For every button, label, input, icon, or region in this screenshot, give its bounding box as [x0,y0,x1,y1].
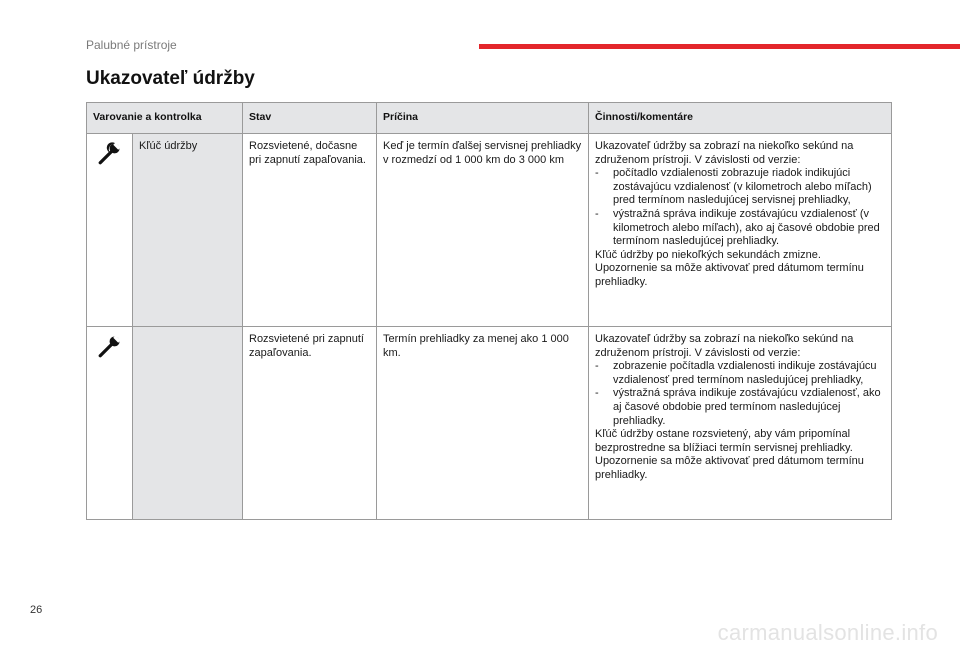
wrench-icon [97,333,123,359]
comment-intro: Ukazovateľ údržby sa zobrazí na niekoľko sekúnd na združenom prístroji. V závislosti od verzie: [595,333,854,359]
comment-list [595,360,885,428]
column-header-comments: Činnosti/komentáre [589,103,892,134]
indicator-icon-cell [87,327,133,520]
list-item: - zobrazenie počítadla vzdialenosti indikuje zostávajúcu vzdialenosť pred termínom nasledujúcej prehliadky, [595,360,885,387]
column-header-cause: Príčina [377,103,589,134]
column-header-warning: Varovanie a kontrolka [87,103,243,134]
list-item: - výstražná správa indikuje zostávajúcu vzdialenosť (v kilometroch alebo míľach), ako aj časové obdobie pred termínom nasledujúcej prehliadky. [595,208,885,249]
maintenance-table [86,102,892,520]
cause-cell: Termín prehliadky za menej ako 1 000 km. [377,327,589,520]
watermark: carmanualsonline.info [717,620,938,645]
comment-intro: Ukazovateľ údržby sa zobrazí na niekoľko sekúnd na združenom prístroji. V závislosti od verzie: [595,140,854,166]
comment-note: Kľúč údržby po niekoľkých sekundách zmizne. [595,248,821,261]
list-item: - výstražná správa indikuje zostávajúcu vzdialenosť, ako aj časové obdobie pred termínom nasledujúcej prehliadky. [595,387,885,428]
table-row [87,327,892,520]
indicator-icon-cell [87,134,133,327]
indicator-name [133,327,243,520]
comment-note: Upozornenie sa môže aktivovať pred dátumom termínu prehliadky. [595,262,864,288]
list-item: - počítadlo vzdialenosti zobrazuje riadok indikujúci zostávajúcu vzdialenosť (v kilometroch alebo míľach) pred termínom nasledujúcej servisnej prehliadky, [595,167,885,208]
state-cell: Rozsvietené, dočasne pri zapnutí zapaľovania. [243,134,377,327]
comment-note: Upozornenie sa môže aktivovať pred dátumom termínu prehliadky. [595,455,864,481]
comment-note: Kľúč údržby ostane rozsvietený, aby vám pripomínal bezprostredne sa blížiaci termín servisnej prehliadky. [595,428,853,454]
comment-cell [589,134,892,327]
table-row [87,134,892,327]
header-accent-bar [479,44,960,49]
table-header-row [87,103,892,134]
column-header-state: Stav [243,103,377,134]
comment-list [595,167,885,249]
section-label: Palubné prístroje [86,38,177,52]
indicator-name: Kľúč údržby [133,134,243,327]
wrench-icon [97,140,123,166]
page-title: Ukazovateľ údržby [86,68,255,89]
page-number: 26 [30,604,43,616]
comment-cell [589,327,892,520]
cause-cell: Keď je termín ďalšej servisnej prehliadky v rozmedzí od 1 000 km do 3 000 km [377,134,589,327]
state-cell: Rozsvietené pri zapnutí zapaľovania. [243,327,377,520]
